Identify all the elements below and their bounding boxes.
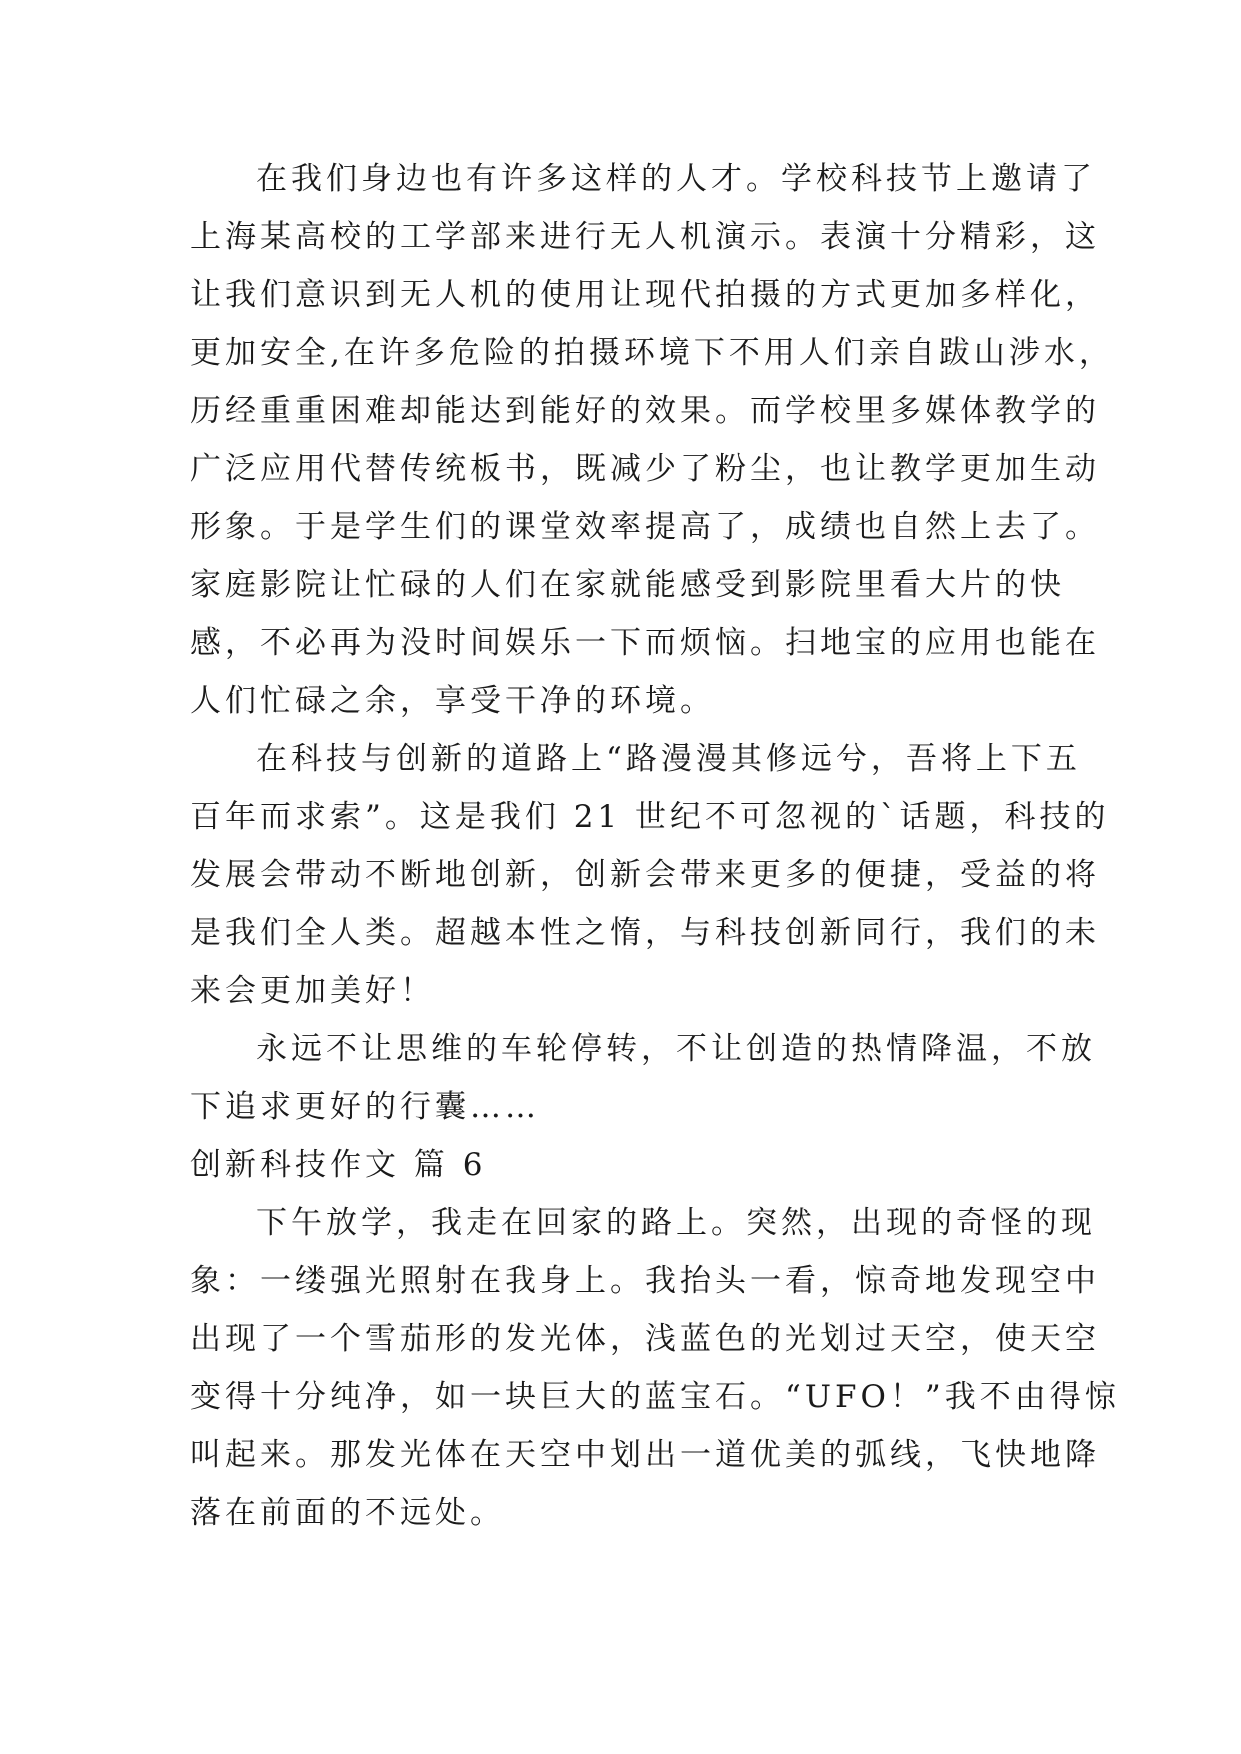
text-line: 更加安全,在许多危险的拍摄环境下不用人们亲自跋山涉水， <box>190 335 1114 371</box>
text-line: 历经重重困难却能达到能好的效果。而学校里多媒体教学的 <box>190 393 1100 429</box>
text-line: 象：一缕强光照射在我身上。我抬头一看，惊奇地发现空中 <box>190 1263 1100 1299</box>
paragraph <box>190 1194 1120 1542</box>
paragraph <box>190 1020 1096 1136</box>
text-line: 叫起来。那发光体在天空中划出一道优美的弧线，飞快地降 <box>190 1437 1100 1473</box>
paragraph <box>190 150 1114 730</box>
text-line: 来会更加美好！ <box>190 973 435 1009</box>
text-line: 家庭影院让忙碌的人们在家就能感受到影院里看大片的快 <box>190 567 1065 603</box>
text-line: 让我们意识到无人机的使用让现代拍摄的方式更加多样化， <box>190 277 1100 313</box>
text-line: 在科技与创新的道路上“路漫漫其修远兮，吾将上下五 <box>256 741 1081 777</box>
text-line: 在我们身边也有许多这样的人才。学校科技节上邀请了 <box>256 161 1096 197</box>
text-line: 是我们全人类。超越本性之惰，与科技创新同行，我们的未 <box>190 915 1100 951</box>
text-line: 上海某高校的工学部来进行无人机演示。表演十分精彩，这 <box>190 219 1100 255</box>
text-line: 永远不让思维的车轮停转，不让创造的热情降温，不放 <box>256 1031 1096 1067</box>
text-line: 变得十分纯净，如一块巨大的蓝宝石。“UFO！”我不由得惊 <box>190 1379 1120 1415</box>
document-page <box>190 150 1120 1542</box>
text-line: 百年而求索”。这是我们 21 世纪不可忽视的`话题，科技的 <box>190 799 1110 835</box>
text-line: 发展会带动不断地创新，创新会带来更多的便捷，受益的将 <box>190 857 1100 893</box>
text-line: 人们忙碌之余，享受干净的环境。 <box>190 683 715 719</box>
text-line: 下午放学，我走在回家的路上。突然，出现的奇怪的现 <box>256 1205 1096 1241</box>
text-line: 广泛应用代替传统板书，既减少了粉尘，也让教学更加生动 <box>190 451 1100 487</box>
text-line: 形象。于是学生们的课堂效率提高了，成绩也自然上去了。 <box>190 509 1100 545</box>
paragraph <box>190 730 1110 1020</box>
section-heading: 创新科技作文 篇 6 <box>190 1147 487 1183</box>
text-line: 落在前面的不远处。 <box>190 1495 505 1531</box>
text-line: 下追求更好的行囊…… <box>190 1089 540 1125</box>
text-line: 感，不必再为没时间娱乐一下而烦恼。扫地宝的应用也能在 <box>190 625 1100 661</box>
text-line: 出现了一个雪茄形的发光体，浅蓝色的光划过天空，使天空 <box>190 1321 1100 1357</box>
